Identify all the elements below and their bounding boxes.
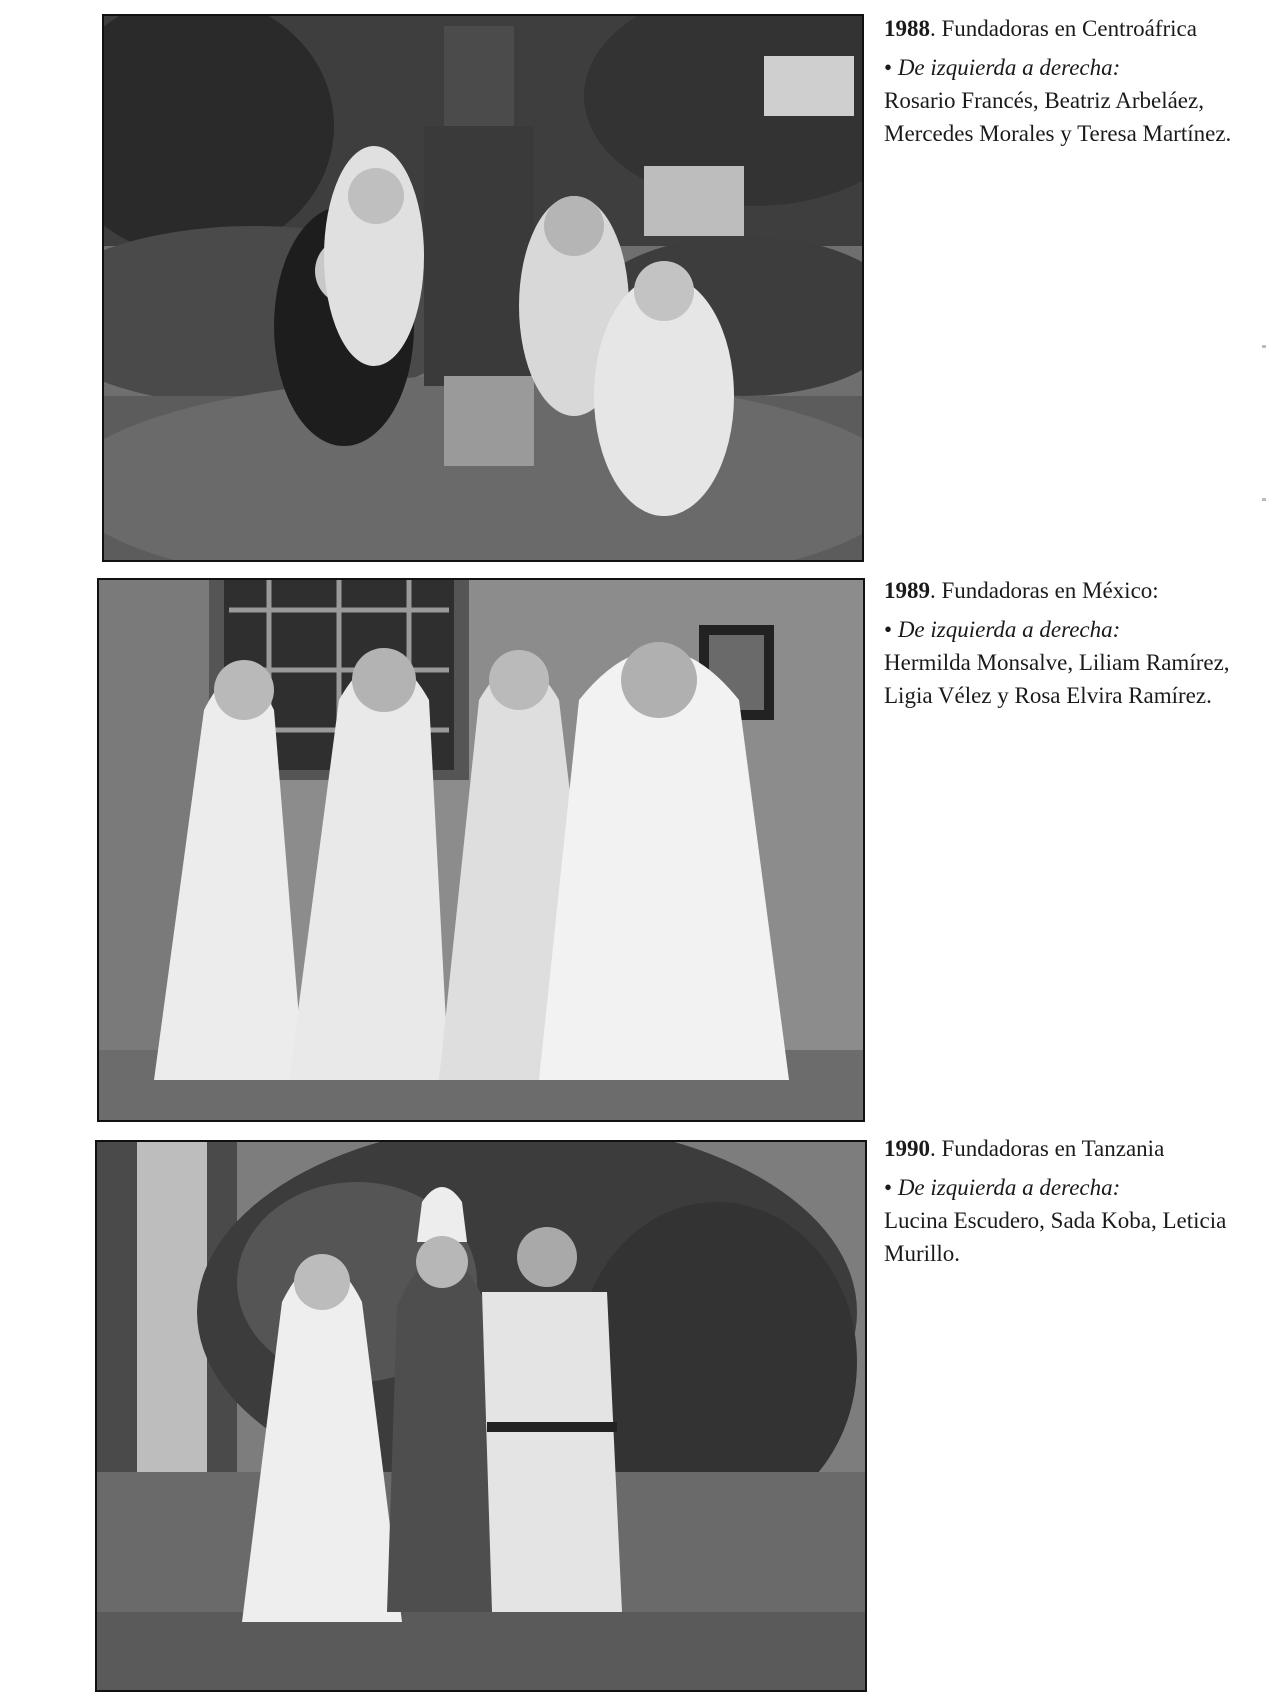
scan-mark <box>1262 498 1266 501</box>
photo-1990-tanzania <box>95 1140 867 1692</box>
caption-1988-lead-line <box>884 51 1254 84</box>
caption-1990-lead-line <box>884 1171 1264 1204</box>
caption-1989-title: Fundadoras en México: <box>941 578 1159 603</box>
caption-1989-headline: 1989. Fundadoras en México: <box>884 578 1159 603</box>
photo-1989-image <box>99 580 863 1120</box>
scan-mark <box>1262 345 1266 348</box>
caption-1988 <box>884 12 1254 150</box>
caption-1988-year: 1988 <box>884 16 930 41</box>
caption-1990-names: Lucina Escudero, Sada Koba, Leticia Murillo. <box>884 1208 1227 1266</box>
bullet-icon: • <box>884 55 893 80</box>
caption-1990-headline: 1990. Fundadoras en Tanzania <box>884 1136 1165 1161</box>
photo-1988-centroafrica <box>102 14 864 562</box>
caption-1989 <box>884 574 1254 712</box>
photo-1988-image <box>104 16 862 560</box>
caption-1990-title: Fundadoras en Tanzania <box>941 1136 1165 1161</box>
caption-1990 <box>884 1132 1264 1270</box>
caption-1988-lead: De izquierda a derecha: <box>897 55 1121 80</box>
caption-1989-lead-line <box>884 613 1254 646</box>
photo-1989-mexico <box>97 578 865 1122</box>
caption-1988-names: Rosario Francés, Beatriz Arbeláez, Mercedes Morales y Teresa Martínez. <box>884 88 1232 146</box>
photo-1990-image <box>97 1142 865 1690</box>
caption-1989-lead: De izquierda a derecha: <box>897 617 1121 642</box>
caption-1988-title: Fundadoras en Centroáfrica <box>941 16 1197 41</box>
caption-1990-lead: De izquierda a derecha: <box>897 1175 1121 1200</box>
caption-1988-headline: 1988. Fundadoras en Centroáfrica <box>884 16 1197 41</box>
bullet-icon: • <box>884 1175 893 1200</box>
caption-1989-names: Hermilda Monsalve, Liliam Ramírez, Ligia Vélez y Rosa Elvira Ramírez. <box>884 650 1230 708</box>
caption-1990-year: 1990 <box>884 1136 930 1161</box>
bullet-icon: • <box>884 617 893 642</box>
caption-1989-year: 1989 <box>884 578 930 603</box>
